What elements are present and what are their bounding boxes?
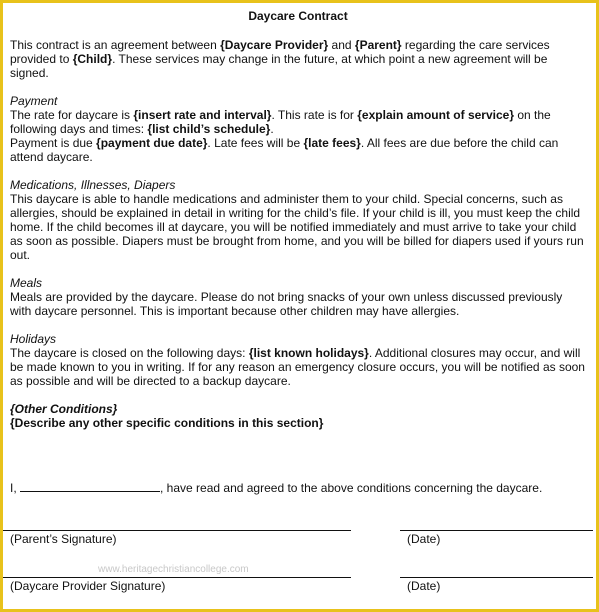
contract-body [10,9,586,430]
payment-text: Payment is due [10,136,97,150]
payment-text: . Late fees will be [207,136,304,150]
other-conditions-text [10,416,586,430]
agreement-line [10,481,542,495]
document-title: Daycare Contract [248,9,348,23]
medications-section [10,178,586,262]
amount-placeholder: {explain amount of service} [357,108,514,122]
parent-signature-line[interactable] [3,530,351,531]
due-date-placeholder: {payment due date} [96,136,208,150]
payment-text: The rate for daycare is [10,108,134,122]
intro-text: regarding the care services provided to [10,38,550,66]
holidays-heading: Holidays [10,332,57,346]
agreement-suffix: , have read and agreed to the above conditions concerning the daycare. [160,481,543,495]
other-conditions-heading: {Other Conditions} [10,402,118,416]
other-conditions-section [10,402,586,430]
watermark: www.heritagechristiancollege.com [98,564,249,575]
intro-text: and [328,38,355,52]
meals-section [10,276,586,318]
intro-text: . These services may change in the future, at which point a new agreement will be signed. [10,52,548,80]
holidays-body: . Additional closures may occur, and will be made known to you in writing. If for any reason an emergency closure occurs, you will be notified as soon as possible and will be directed to a backup daycare. [10,346,585,388]
provider-signature-label: (Daycare Provider Signature) [10,579,166,593]
other-conditions-placeholder: {Describe any other specific conditions in this section} [10,416,324,430]
payment-text: . [270,122,274,136]
intro-text: This contract is an agreement between [10,38,221,52]
holidays-body: The daycare is closed on the following days: [10,346,249,360]
meals-text: Meals are provided by the daycare. Please do not bring snacks of your own unless discussed previously with daycare personnel. This is important because other children may have allergies. [10,290,563,318]
agreement-prefix: I, [10,481,21,495]
payment-rate-text [10,108,586,136]
payment-due-text [10,136,586,164]
provider-signature-line[interactable] [3,577,351,578]
payment-text: . This rate is for [271,108,358,122]
payment-heading: Payment [10,94,58,108]
parent-date-label: (Date) [407,532,441,546]
payment-section [10,94,586,164]
schedule-placeholder: {list child’s schedule} [147,122,271,136]
provider-placeholder: {Daycare Provider} [220,38,329,52]
child-placeholder: {Child} [72,52,113,66]
holidays-section [10,332,586,388]
provider-date-line[interactable] [400,577,593,578]
parent-signature-label: (Parent’s Signature) [10,532,117,546]
intro-paragraph [10,38,586,80]
medications-text: This daycare is able to handle medications and administer them to your child. Special concerns, such as allergies, should be explained in detail in writing for the child’s file. If your child is ill, you must keep the child home. If the child becomes ill at daycare, you will be notified immediately and must arrive to take your child as soon as possible. Diapers must be brought from home, and you will be billed for diapers used if yours run out. [10,192,584,262]
late-fees-placeholder: {late fees} [303,136,361,150]
parent-date-line[interactable] [400,530,593,531]
rate-placeholder: {insert rate and interval} [133,108,272,122]
holidays-text [10,346,586,388]
holidays-placeholder: {list known holidays} [248,346,369,360]
parent-placeholder: {Parent} [354,38,402,52]
provider-date-label: (Date) [407,579,441,593]
payment-text: . All fees are due before the child can attend daycare. [10,136,559,164]
payment-text: on the following days and times: [10,108,551,136]
meals-heading: Meals [10,276,43,290]
name-blank[interactable] [20,481,160,492]
medications-heading: Medications, Illnesses, Diapers [10,178,176,192]
